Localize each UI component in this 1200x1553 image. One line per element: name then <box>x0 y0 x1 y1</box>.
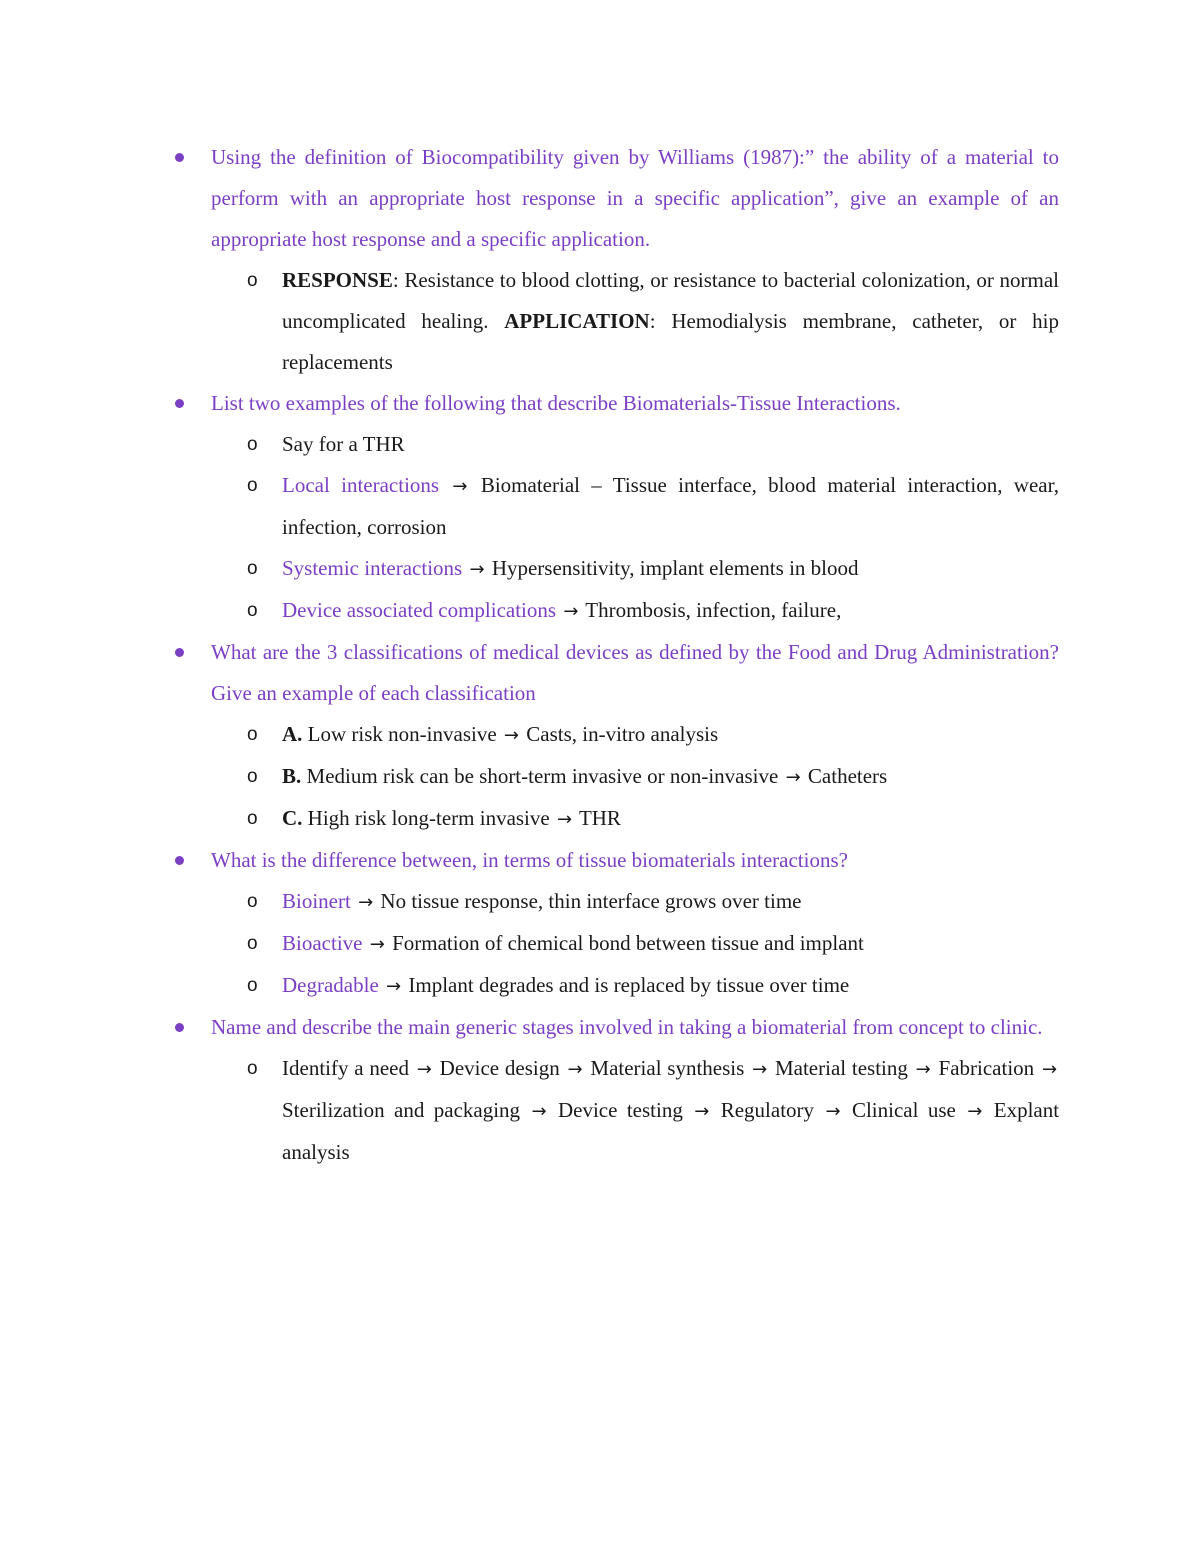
answer-2-item <box>175 548 1059 590</box>
stage: Explant analysis <box>282 1098 1060 1164</box>
sub-bullet-icon: o <box>247 475 258 496</box>
bullet-icon <box>175 1023 184 1032</box>
question-3 <box>175 632 1059 714</box>
question-text: What are the 3 classifications of medical devices as defined by the Food and Drug Administration? Give an example of each classification <box>211 640 1059 705</box>
answer-1 <box>175 260 1059 383</box>
question-5 <box>175 1007 1059 1048</box>
answer-3-item <box>175 756 1059 798</box>
document-content <box>175 137 1059 1173</box>
stage: Device design <box>439 1056 560 1080</box>
answer-text: Say for a THR <box>282 432 405 456</box>
class-example: Catheters <box>807 764 888 788</box>
arrow-right-icon: → <box>469 559 485 580</box>
response-label: RESPONSE <box>282 268 393 292</box>
question-2 <box>175 383 1059 424</box>
answer-text: Implant degrades and is replaced by tissue over time <box>408 973 850 997</box>
class-example: Casts, in-vitro analysis <box>526 722 719 746</box>
sub-bullet-icon: o <box>247 434 258 455</box>
sub-bullet-icon: o <box>247 1058 258 1079</box>
arrow-right-icon: → <box>752 1059 768 1080</box>
sub-bullet-icon: o <box>247 891 258 912</box>
sub-bullet-icon: o <box>247 933 258 954</box>
arrow-right-icon: → <box>503 725 519 746</box>
answer-term: Bioactive <box>282 931 363 955</box>
sub-bullet-icon: o <box>247 558 258 579</box>
application-text: : Hemodialysis membrane, catheter, or hip replacements <box>282 309 1059 374</box>
question-text: Name and describe the main generic stages involved in taking a biomaterial from concept to clinic. <box>211 1015 1043 1039</box>
answer-text: Thrombosis, infection, failure, <box>585 598 842 622</box>
arrow-right-icon: → <box>358 892 374 913</box>
arrow-right-icon: → <box>1041 1059 1058 1080</box>
arrow-right-icon: → <box>825 1101 841 1122</box>
arrow-right-icon: → <box>915 1059 931 1080</box>
answer-4-item <box>175 965 1059 1007</box>
stage: Fabrication <box>938 1056 1035 1080</box>
arrow-right-icon: → <box>563 601 579 622</box>
answer-text: Hypersensitivity, implant elements in blood <box>491 556 859 580</box>
answer-term: Degradable <box>282 973 379 997</box>
sub-bullet-icon: o <box>247 975 258 996</box>
answer-text: Biomaterial – Tissue interface, blood material interaction, wear, infection, corrosion <box>282 473 1059 539</box>
answer-term: Systemic interactions <box>282 556 463 580</box>
arrow-right-icon: → <box>967 1101 983 1122</box>
answer-4-item <box>175 881 1059 923</box>
stage: Device testing <box>557 1098 683 1122</box>
stage: Material synthesis <box>590 1056 745 1080</box>
answer-term: Device associated complications <box>282 598 557 622</box>
question-1 <box>175 137 1059 260</box>
class-example: THR <box>578 806 621 830</box>
sub-bullet-icon: o <box>247 270 258 291</box>
class-label: A. <box>282 722 303 746</box>
arrow-right-icon: → <box>386 976 402 997</box>
arrow-right-icon: → <box>531 1101 547 1122</box>
answer-5-stages <box>175 1048 1059 1173</box>
answer-2-item <box>175 424 1059 465</box>
arrow-right-icon: → <box>452 476 468 497</box>
stage: Sterilization and packaging <box>282 1098 521 1122</box>
bullet-icon <box>175 856 184 865</box>
arrow-right-icon: → <box>416 1059 432 1080</box>
answer-term: Local interactions <box>282 473 440 497</box>
stage: Identify a need <box>282 1056 409 1080</box>
arrow-right-icon: → <box>556 809 573 830</box>
response-text: : Resistance to blood clotting, or resistance to bacterial colonization, or normal uncomplicated healing. <box>282 268 1059 333</box>
arrow-right-icon: → <box>369 934 385 955</box>
class-text: High risk long-term invasive <box>302 806 555 830</box>
question-4 <box>175 840 1059 881</box>
sub-bullet-icon: o <box>247 766 258 787</box>
answer-3-item <box>175 798 1059 840</box>
class-text: Medium risk can be short-term invasive or non-invasive <box>301 764 784 788</box>
stage: Regulatory <box>720 1098 815 1122</box>
question-text: What is the difference between, in terms of tissue biomaterials interactions? <box>211 848 848 872</box>
bullet-icon <box>175 399 184 408</box>
question-text: List two examples of the following that describe Biomaterials-Tissue Interactions. <box>211 391 901 415</box>
sub-bullet-icon: o <box>247 724 258 745</box>
answer-term: Bioinert <box>282 889 351 913</box>
bullet-icon <box>175 153 184 162</box>
application-label: APPLICATION <box>504 309 650 333</box>
stage: Clinical use <box>851 1098 956 1122</box>
arrow-right-icon: → <box>785 767 801 788</box>
sub-bullet-icon: o <box>247 808 258 829</box>
answer-3-item <box>175 714 1059 756</box>
class-label: B. <box>282 764 302 788</box>
bullet-icon <box>175 648 184 657</box>
answer-4-item <box>175 923 1059 965</box>
answer-2-item <box>175 465 1059 548</box>
sub-bullet-icon: o <box>247 600 258 621</box>
class-label: C. <box>282 806 303 830</box>
question-text: Using the definition of Biocompatibility given by Williams (1987):” the ability of a material to perform with an appropriate host response in a specific application”, give an example of an appropriate host response and a specific application. <box>211 145 1059 251</box>
answer-text: No tissue response, thin interface grows over time <box>380 889 802 913</box>
answer-2-item <box>175 590 1059 632</box>
arrow-right-icon: → <box>567 1059 583 1080</box>
answer-text: Formation of chemical bond between tissue and implant <box>392 931 864 955</box>
stage: Material testing <box>774 1056 908 1080</box>
class-text: Low risk non-invasive <box>302 722 502 746</box>
arrow-right-icon: → <box>694 1101 710 1122</box>
